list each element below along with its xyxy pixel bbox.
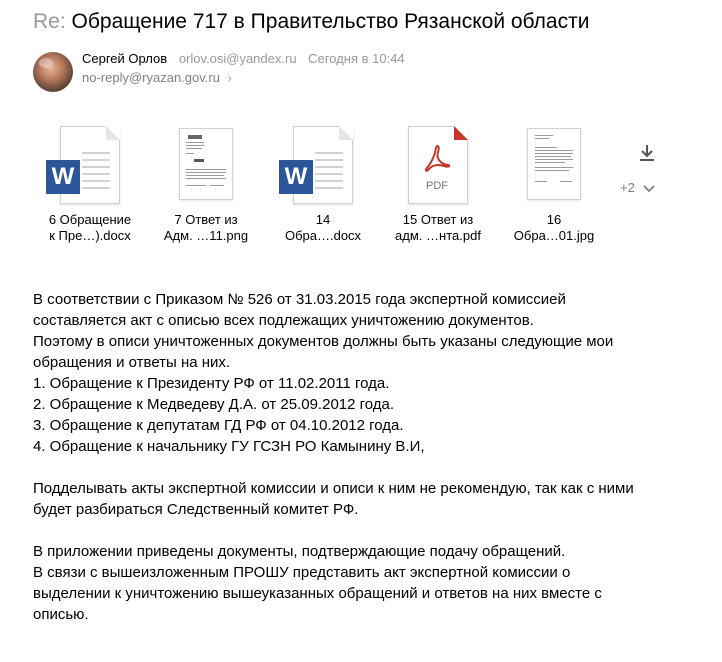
more-attachments-count: +2 — [620, 180, 635, 195]
attachment-name-line2: Обра….docx — [284, 228, 362, 243]
recipient-email[interactable]: no-reply@ryazan.gov.ru — [82, 70, 220, 85]
download-all-icon[interactable] — [638, 143, 656, 168]
body-line: 1. Обращение к Президенту РФ от 11.02.2011 года. — [33, 375, 390, 392]
attachment-item[interactable] — [268, 126, 378, 244]
word-icon: W — [60, 126, 120, 204]
body-line: будет разбираться Следственный комитет РФ. — [33, 501, 359, 518]
body-line: 4. Обращение к начальнику ГУ ГСЗН РО Камынину В.И, — [33, 438, 425, 455]
attachment-name-line2: к Пре…).docx — [49, 228, 131, 243]
message-date: Сегодня в 10:44 — [308, 51, 405, 66]
attachment-name-line2: адм. …нта.pdf — [395, 228, 481, 243]
body-line: Подделывать акты экспертной комиссии и описи к ним не рекомендую, так как с ними — [33, 480, 634, 497]
subject-text: Обращение 717 в Правительство Рязанской области — [71, 10, 590, 33]
reply-prefix: Re: — [33, 10, 66, 33]
scan-thumbnail — [524, 126, 584, 204]
message-body — [33, 289, 634, 625]
body-line: 3. Обращение к депутатам ГД РФ от 04.10.2012 года. — [33, 417, 404, 434]
body-line: В связи с вышеизложенным ПРОШУ представить акт экспертной комиссии о — [33, 564, 571, 581]
attachment-name-line1: 7 Ответ из — [174, 212, 238, 227]
body-line: 2. Обращение к Медведеву Д.А. от 25.09.2012 года. — [33, 396, 395, 413]
sender-email[interactable]: orlov.osi@yandex.ru — [178, 51, 297, 66]
more-attachments-toggle[interactable] — [620, 180, 656, 195]
body-blank-line — [33, 457, 634, 478]
word-icon: W — [293, 126, 353, 204]
sender-avatar[interactable] — [33, 52, 73, 92]
body-line: выделении к уничтожению вышеуказанных обращений и ответов на них вместе с — [33, 585, 602, 602]
body-line: обращения и ответы на них. — [33, 354, 231, 371]
body-line: В приложении приведены документы, подтверждающие подачу обращений. — [33, 543, 566, 560]
chevron-right-icon[interactable]: › — [227, 71, 232, 85]
attachment-name-line2: Обра…01.jpg — [513, 228, 595, 243]
scan-thumbnail — [176, 126, 236, 204]
attachment-name-line1: 6 Обращение — [48, 212, 132, 227]
sender-name[interactable]: Сергей Орлов — [82, 51, 168, 66]
body-line: описью. — [33, 606, 89, 623]
chevron-down-icon — [642, 184, 656, 194]
attachment-item[interactable] — [151, 126, 261, 244]
body-line: составляется акт с описью всех подлежащих уничтожению документов. — [33, 312, 534, 329]
body-blank-line — [33, 520, 634, 541]
message-subject — [33, 10, 589, 34]
attachment-name-line1: 14 — [315, 212, 331, 227]
body-line: В соответствии с Приказом № 526 от 31.03.2015 года экспертной комиссией — [33, 291, 566, 308]
attachment-name-line1: 15 Ответ из — [402, 212, 474, 227]
attachment-item[interactable] — [383, 126, 493, 244]
pdf-icon: PDF — [408, 126, 468, 204]
attachment-name-line1: 16 — [546, 212, 562, 227]
sender-line — [82, 51, 405, 66]
recipient-line[interactable] — [82, 70, 232, 85]
body-line: Поэтому в описи уничтоженных документов должны быть указаны следующие мои — [33, 333, 614, 350]
attachment-item[interactable] — [35, 126, 145, 244]
attachment-name-line2: Адм. …11.png — [163, 228, 249, 243]
attachment-item[interactable] — [499, 126, 609, 244]
